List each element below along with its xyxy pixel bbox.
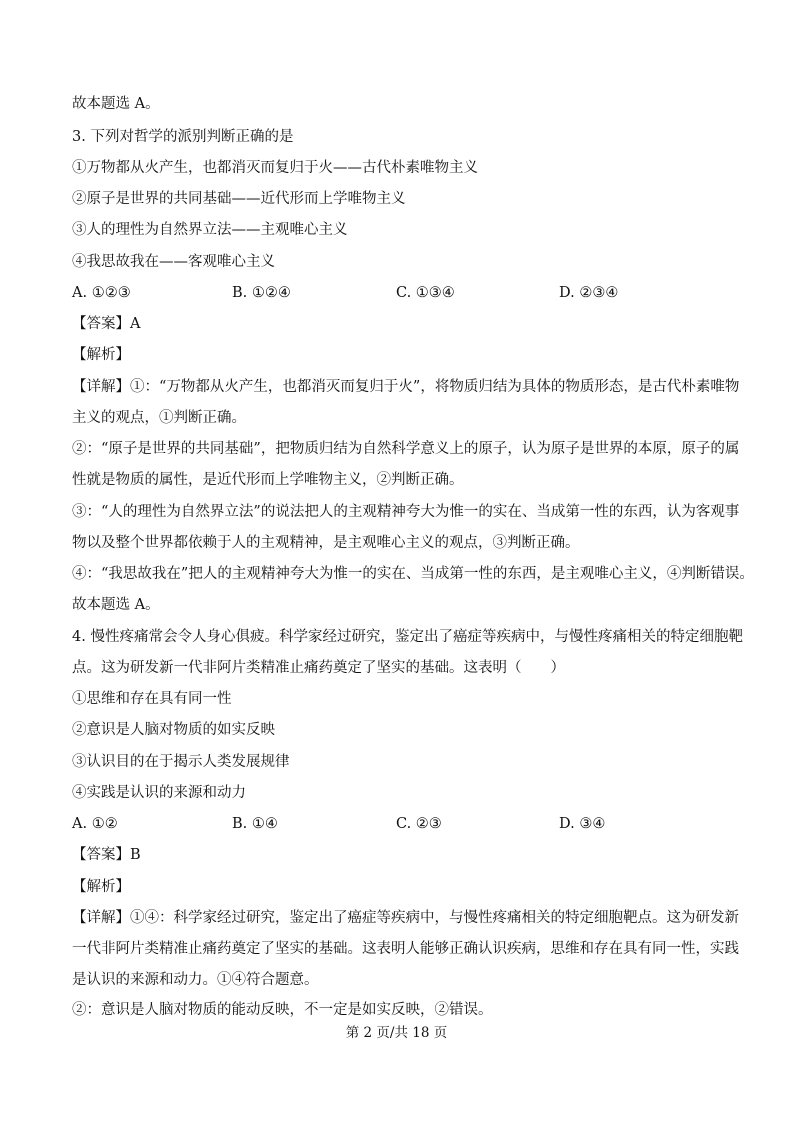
q4-statement-1: ①思维和存在具有同一性 (72, 691, 232, 707)
q4-analysis-heading: 【解析】 (72, 879, 130, 895)
q3-detail-line-4: 性就是物质的属性，是近代形而上学唯物主义，②判断正确。 (72, 472, 464, 488)
q3-option-b: B. ①②④ (232, 285, 291, 301)
q4-answer: 【答案】B (72, 847, 141, 863)
q4-option-c: C. ②③ (396, 816, 442, 832)
q3-statement-1: ①万物都从火产生，也都消灭而复归于火——古代朴素唯物主义 (72, 160, 478, 176)
q3-statement-3: ③人的理性为自然界立法——主观唯心主义 (72, 222, 348, 238)
page-footer: 第 2 页/共 18 页 (345, 1025, 448, 1041)
q4-statement-3: ③认识目的在于揭示人类发展规律 (72, 754, 290, 770)
q4-option-a: A. ①② (72, 816, 118, 832)
previous-conclusion: 故本题选 A。 (72, 96, 160, 112)
q4-option-d: D. ③④ (559, 816, 606, 832)
q3-detail-line-6: 物以及整个世界都依赖于人的主观精神，是主观唯心主义的观点，③判断正确。 (72, 535, 580, 551)
q4-statement-4: ④实践是认识的来源和动力 (72, 785, 246, 801)
q3-option-a: A. ①②③ (72, 285, 131, 301)
q4-detail-line-4: ②：意识是人脑对物质的能动反映，不一定是如实反映，②错误。 (72, 1002, 493, 1018)
q3-options (72, 283, 752, 303)
q3-detail-line-7: ④：“我思故我在”把人的主观精神夸大为惟一的实在、当成第一性的东西，是主观唯心主义，④判断错误。 (72, 566, 754, 582)
q4-stem-line-1: 4. 慢性疼痛常会令人身心俱疲。科学家经过研究，鉴定出了癌症等疾病中，与慢性疼痛相关的特定细胞靶 (72, 629, 743, 645)
q3-statement-4: ④我思故我在——客观唯心主义 (72, 254, 275, 270)
q4-detail-line-1: 【详解】①④：科学家经过研究，鉴定出了癌症等疾病中，与慢性疼痛相关的特定细胞靶点。这为研发新 (72, 910, 739, 926)
q3-option-d: D. ②③④ (559, 285, 619, 301)
q3-answer: 【答案】A (72, 316, 141, 332)
q4-statement-2: ②意识是人脑对物质的如实反映 (72, 722, 275, 738)
q4-detail-line-3: 是认识的来源和动力。①④符合题意。 (72, 972, 319, 988)
q4-options (72, 814, 752, 834)
q3-option-c: C. ①③④ (396, 285, 455, 301)
q3-detail-line-2: 主义的观点，①判断正确。 (72, 410, 246, 426)
q4-stem-line-2: 点。这为研发新一代非阿片类精准止痛药奠定了坚实的基础。这表明（ ） (72, 660, 565, 676)
q3-stem: 3. 下列对哲学的派别判断正确的是 (72, 129, 294, 145)
q3-detail-line-1: 【详解】①：“万物都从火产生，也都消灭而复归于火”，将物质归结为具体的物质形态，是古代朴素唯物 (72, 379, 740, 395)
q3-statement-2: ②原子是世界的共同基础——近代形而上学唯物主义 (72, 191, 406, 207)
q3-analysis-heading: 【解析】 (72, 347, 130, 363)
q4-option-b: B. ①④ (232, 816, 278, 832)
q3-conclusion: 故本题选 A。 (72, 597, 160, 613)
q3-detail-line-5: ③：“人的理性为自然界立法”的说法把人的主观精神夸大为惟一的实在、当成第一性的东西，认为客观事 (72, 504, 740, 520)
q3-detail-line-3: ②：“原子是世界的共同基础”，把物质归结为自然科学意义上的原子，认为原子是世界的本原，原子的属 (72, 441, 740, 457)
q4-detail-line-2: 一代非阿片类精准止痛药奠定了坚实的基础。这表明人能够正确认识疾病，思维和存在具有同一性，实践 (72, 941, 739, 957)
